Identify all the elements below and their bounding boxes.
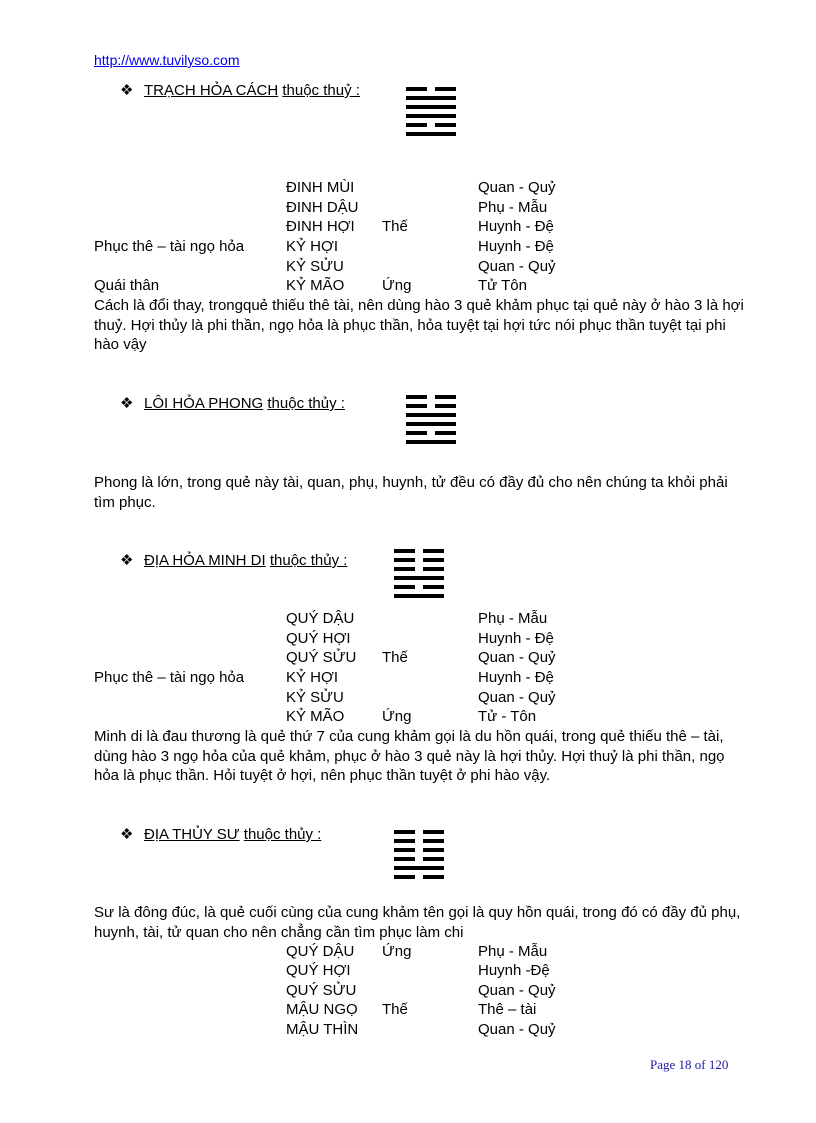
branch-cell: ĐINH MÙI (286, 179, 355, 196)
yang-line (406, 96, 456, 100)
yin-line-segment (394, 830, 415, 834)
yin-line-segment (423, 549, 444, 553)
branch-cell: MẬU THÌN (286, 1021, 359, 1038)
branch-cell: KỶ HỢI (286, 669, 339, 686)
yin-line-segment (406, 87, 427, 91)
hexagram-name: ĐỊA THỦY SƯ (144, 826, 240, 843)
diamond-bullet-icon: ❖ (120, 82, 134, 99)
relation-cell: Huynh - Đệ (478, 669, 554, 686)
yin-line-segment (394, 857, 415, 861)
section-title-2 (120, 394, 345, 413)
yin-line-segment (435, 395, 456, 399)
yin-line-segment (423, 558, 444, 562)
branch-cell: QUÝ HỢI (286, 630, 351, 647)
branch-cell: QUÝ SỬU (286, 982, 357, 999)
explanation-paragraph: Cách là đổi thay, trongquẻ thiếu thê tài, nên dùng hào 3 quẻ khảm phục tại quẻ này ở hào 3 là hợi thuỷ. Hợi thủy là phi thần, ngọ hỏa là phục thần, hỏa tuyệt tại hợi tức nói phục thần tuyệt tại phi hào vậy (94, 297, 744, 353)
relation-cell: Tử - Tôn (478, 708, 537, 725)
yin-line-segment (435, 431, 456, 435)
section-title-3 (120, 551, 347, 570)
hexagram-icon (406, 395, 456, 449)
side-note: Phục thê – tài ngọ hỏa (94, 669, 245, 686)
yang-line (394, 594, 444, 598)
position-mark: Ứng (382, 943, 412, 960)
hexagram-element: thuộc thủy : (269, 552, 348, 569)
website-link[interactable]: http://www.tuvilyso.com (94, 52, 240, 68)
relation-cell: Quan - Quỷ (478, 258, 556, 275)
branch-cell: ĐINH HỢI (286, 218, 355, 235)
section-title-4 (120, 825, 321, 844)
yang-line (394, 576, 444, 580)
branch-cell: QUÝ DẬU (286, 610, 355, 627)
side-note: Quái thân (94, 277, 160, 294)
yang-line (406, 105, 456, 109)
branch-cell: KỶ SỬU (286, 689, 344, 706)
relation-cell: Phụ - Mẫu (478, 610, 548, 627)
hexagram-element: thuộc thủy : (243, 826, 322, 843)
yang-line (394, 866, 444, 870)
yin-line-segment (406, 123, 427, 127)
yin-line-segment (394, 848, 415, 852)
explanation-paragraph: Minh di là đau thương là quẻ thứ 7 của cung khảm gọi là du hồn quái, trong quẻ thiếu thê – tài, dùng hào 3 ngọ hỏa của quẻ khảm, phục ở hào 3 quẻ này là hợi thủy. Hợi thuỷ là phi thần, ngọ hỏa là phục thần. Hỏi tuyệt ở hợi, nên phục thần tuyệt ở phi hào vậy. (94, 728, 725, 784)
position-mark: Ứng (382, 708, 412, 725)
yang-line (406, 422, 456, 426)
yang-line (406, 114, 456, 118)
position-mark: Thế (382, 649, 408, 666)
diamond-bullet-icon: ❖ (120, 395, 134, 412)
position-mark: Ứng (382, 277, 412, 294)
branch-cell: KỶ SỬU (286, 258, 344, 275)
yin-line-segment (423, 567, 444, 571)
relation-cell: Huynh - Đệ (478, 218, 554, 235)
yin-line-segment (394, 585, 415, 589)
relation-cell: Phụ - Mẫu (478, 199, 548, 216)
yin-line-segment (423, 848, 444, 852)
hexagram-icon (394, 549, 444, 603)
relation-cell: Quan - Quỷ (478, 649, 556, 666)
relation-cell: Huynh - Đệ (478, 238, 554, 255)
explanation-paragraph: Phong là lớn, trong quẻ này tài, quan, phụ, huynh, tử đều có đầy đủ cho nên chúng ta khỏi phải tìm phục. (94, 474, 728, 511)
hexagram-name: ĐỊA HỎA MINH DI (144, 552, 266, 569)
relation-cell: Quan - Quỷ (478, 1021, 556, 1038)
hexagram-element: thuộc thuỷ : (282, 82, 360, 99)
branch-cell: QUÝ HỢI (286, 962, 351, 979)
relation-cell: Tử Tôn (478, 277, 527, 294)
page-number: Page 18 of 120 (650, 1057, 729, 1072)
diamond-bullet-icon: ❖ (120, 826, 134, 843)
relation-cell: Thê – tài (478, 1001, 537, 1018)
relation-cell: Quan - Quỷ (478, 179, 556, 196)
hexagram-name: LÔI HỎA PHONG (144, 395, 264, 412)
branch-cell: MẬU NGỌ (286, 1001, 358, 1018)
yin-line-segment (394, 839, 415, 843)
hexagram-element: thuộc thủy : (267, 395, 345, 412)
yin-line-segment (394, 875, 415, 879)
side-note: Phục thê – tài ngọ hỏa (94, 238, 245, 255)
yin-line-segment (435, 404, 456, 408)
yin-line-segment (423, 830, 444, 834)
yin-line-segment (394, 549, 415, 553)
yin-line-segment (423, 875, 444, 879)
relation-cell: Huynh - Đệ (478, 630, 554, 647)
relation-cell: Quan - Quỷ (478, 982, 556, 999)
yang-line (406, 413, 456, 417)
hexagram-name: TRẠCH HỎA CÁCH (144, 82, 279, 99)
yin-line-segment (423, 839, 444, 843)
diamond-bullet-icon: ❖ (120, 552, 134, 569)
explanation-paragraph: Sư là đông đúc, là quẻ cuối cùng của cung khảm tên gọi là quy hồn quái, trong đó có đầy đủ phụ, huynh, tài, tử quan cho nên chẳng cần tìm phục làm chi (94, 904, 741, 941)
yin-line-segment (435, 87, 456, 91)
yin-line-segment (406, 404, 427, 408)
yin-line-segment (435, 123, 456, 127)
yang-line (406, 132, 456, 136)
hexagram-icon (406, 87, 456, 141)
yin-line-segment (423, 585, 444, 589)
relation-cell: Quan - Quỷ (478, 689, 556, 706)
position-mark: Thế (382, 218, 408, 235)
yin-line-segment (406, 431, 427, 435)
position-mark: Thế (382, 1001, 408, 1018)
branch-cell: QUÝ DẬU (286, 943, 355, 960)
branch-cell: KỶ MÃO (286, 708, 345, 725)
section-title-1 (120, 81, 360, 100)
hexagram-icon (394, 830, 444, 884)
branch-cell: KỶ MÃO (286, 277, 345, 294)
relation-cell: Phụ - Mẫu (478, 943, 548, 960)
yin-line-segment (394, 558, 415, 562)
yin-line-segment (394, 567, 415, 571)
relation-cell: Huynh -Đệ (478, 962, 550, 979)
branch-cell: QUÝ SỬU (286, 649, 357, 666)
yin-line-segment (423, 857, 444, 861)
yang-line (406, 440, 456, 444)
branch-cell: ĐINH DẬU (286, 199, 359, 216)
yin-line-segment (406, 395, 427, 399)
branch-cell: KỶ HỢI (286, 238, 339, 255)
